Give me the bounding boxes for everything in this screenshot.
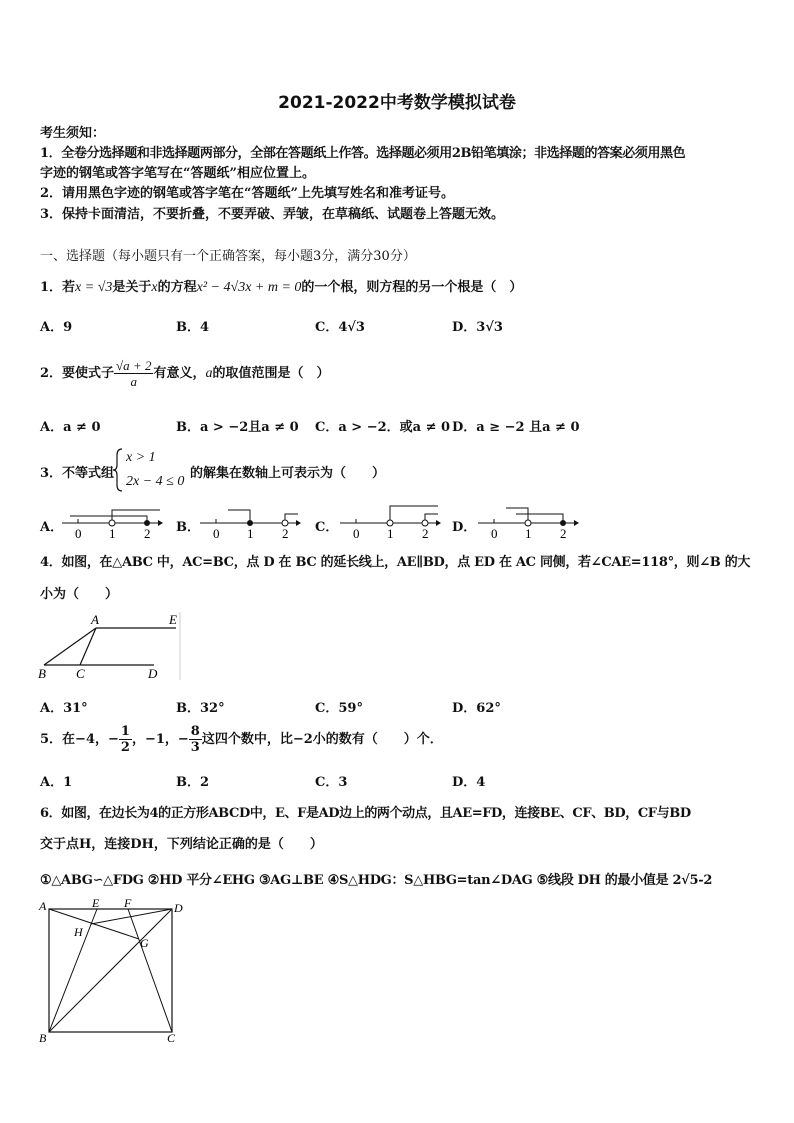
label-a: A	[91, 612, 99, 627]
q2-fraction	[114, 358, 153, 389]
segment-bd	[49, 909, 172, 1032]
q2-option-c[interactable]: C．a > −2．或a ≠ 0	[315, 420, 451, 435]
q1-option-c[interactable]: C．4√3	[315, 320, 365, 335]
tick-label-0: 0	[75, 526, 82, 540]
q3-number-line-a	[60, 502, 164, 540]
q2-text-post: 的取值范围是（ ）	[212, 366, 330, 381]
tick-label-2: 2	[144, 526, 151, 540]
q1-option-b[interactable]: B．4	[176, 320, 210, 335]
q2-option-b[interactable]: B．a > −2且a ≠ 0	[176, 420, 299, 435]
q2-prefix: 2．要使式子	[40, 366, 115, 381]
label-e: E	[92, 896, 100, 910]
tick-label-2: 2	[282, 526, 289, 540]
q3-number-line-b	[198, 502, 302, 540]
q2-numerator: √a + 2	[116, 358, 152, 373]
tick-label-0: 0	[491, 526, 498, 540]
q3-option-c[interactable]: C．	[315, 520, 339, 535]
label-d: D	[174, 901, 183, 915]
q1-text-mid2: 的方程	[157, 280, 197, 295]
q3-number-line-c	[338, 502, 442, 540]
q5-prefix: 5．在−4，	[40, 732, 108, 747]
q5-text-post: 这四个数中，比−2小的数有（ ）个．	[201, 732, 443, 747]
label-g: G	[140, 936, 149, 950]
q5-f2-numerator: 8	[190, 724, 200, 739]
label-a: A	[39, 899, 47, 913]
question-5: 5．在−4，− $\frac{1}{2}$ ，−1，− $\frac{8}{3}$ 这四个数中，比−2小的数有（ ）个．	[40, 724, 443, 755]
q5-f2-denominator: 3	[190, 740, 200, 755]
q3-inequality-2: 2x − 4 ≤ 0	[126, 474, 185, 489]
q5-text-mid: ，−1，	[131, 732, 178, 747]
q1-text-post: 的一个根，则方程的另一个根是（ ）	[301, 280, 523, 295]
segment-ag	[49, 909, 139, 939]
tick-label-1: 1	[247, 526, 254, 540]
q4-line-1: 4．如图，在△ABC 中，AC=BC，点 D 在 BC 的延长线上，AE∥BD，点 ED 在 AC 同侧，若∠CAE=118°，则∠B 的大	[40, 555, 751, 570]
section-heading: 一、选择题（每小题只有一个正确答案，每小题3分，满分30分）	[40, 249, 416, 264]
q4-option-a[interactable]: A．31°	[40, 701, 88, 716]
tick-label-0: 0	[353, 526, 360, 540]
q4-option-b[interactable]: B．32°	[176, 701, 225, 716]
q1-option-a[interactable]: A．9	[40, 320, 73, 335]
q3-inequality-1: x > 1	[126, 450, 156, 465]
notice-line-2: 2．请用黑色字迹的钢笔或答字笔在“答题纸”上先填写姓名和准考证号。	[40, 186, 455, 201]
q1-prefix: 1．若	[40, 280, 76, 295]
label-c: C	[167, 1031, 176, 1045]
tick-label-1: 1	[387, 526, 394, 540]
q5-fraction-2	[189, 724, 202, 755]
q5-option-b[interactable]: B．2	[176, 775, 210, 790]
question-2	[40, 358, 330, 389]
tick-label-2: 2	[560, 526, 567, 540]
segment-cf	[128, 909, 172, 1032]
tick-label-0: 0	[213, 526, 220, 540]
label-h: H	[74, 925, 83, 939]
q5-option-c[interactable]: C．3	[315, 775, 348, 790]
label-e: E	[169, 612, 177, 627]
q6-conclusions: ①△ABG∽△FDG ②HD 平分∠EHG ③AG⊥BE ④S△HDG：S△HBG=tan∠DAG ⑤线段 DH 的最小值是 2√5-2	[40, 873, 713, 888]
q2-variable: a	[205, 366, 213, 381]
q4-option-d[interactable]: D．62°	[452, 701, 501, 716]
q5-option-d[interactable]: D．4	[452, 775, 486, 790]
q5-f1-denominator: 2	[120, 740, 130, 755]
label-b: B	[38, 666, 46, 681]
q3-brace	[112, 447, 124, 493]
segment-be	[49, 909, 97, 1032]
q3-option-a[interactable]: A．	[40, 520, 64, 535]
q3-option-b[interactable]: B．	[176, 520, 200, 535]
page-title: 2021-2022中考数学模拟试卷	[278, 93, 516, 113]
q6-figure	[36, 896, 186, 1048]
q2-option-a[interactable]: A．a ≠ 0	[40, 420, 101, 435]
label-b: B	[39, 1031, 47, 1045]
label-f: F	[124, 896, 132, 910]
notice-line-1b: 字迹的钢笔或答字笔写在“答题纸”相应位置上。	[40, 166, 315, 181]
q3-prefix: 3．不等式组	[40, 466, 115, 481]
q1-equation: x² − 4√3x + m = 0	[196, 280, 302, 295]
q4-figure	[36, 610, 186, 682]
q4-line-2: 小为（ ）	[40, 587, 119, 602]
tick-label-1: 1	[109, 526, 116, 540]
q4-option-c[interactable]: C．59°	[315, 701, 363, 716]
tick-label-2: 2	[422, 526, 429, 540]
label-c: C	[76, 666, 85, 681]
q1-equation-root: x = √3	[75, 280, 113, 295]
notice-line-1a: 1．全卷分选择题和非选择题两部分，全部在答题纸上作答。选择题必须用2B铅笔填涂；非选择题的答案必须用黑色	[40, 146, 686, 161]
tick-label-1: 1	[525, 526, 532, 540]
q3-number-line-d	[476, 502, 580, 540]
q5-fraction-1	[119, 724, 132, 755]
q3-option-d[interactable]: D．	[452, 520, 477, 535]
q5-option-a[interactable]: A．1	[40, 775, 73, 790]
q5-f1-numerator: 1	[120, 724, 130, 739]
q2-denominator: a	[130, 374, 137, 389]
notice-line-3: 3．保持卡面清洁，不要折叠，不要弄破、弄皱，在草稿纸、试题卷上答题无效。	[40, 207, 505, 222]
q6-line-2: 交于点H，连接DH，下列结论正确的是（ ）	[40, 837, 323, 852]
q1-option-d[interactable]: D．3√3	[452, 320, 503, 335]
notice-heading: 考生须知：	[40, 126, 106, 141]
q2-option-d[interactable]: D．a ≥ −2 且a ≠ 0	[452, 420, 580, 435]
question-1	[40, 276, 522, 296]
q1-text-mid: 是关于	[112, 280, 152, 295]
q2-text-mid: 有意义，	[153, 366, 206, 381]
label-d: D	[148, 666, 158, 681]
q3-text-post: 的解集在数轴上可表示为（ ）	[190, 466, 386, 481]
q1-variable: x	[151, 280, 158, 295]
q6-line-1: 6．如图，在边长为4的正方形ABCD中，E、F是AD边上的两个动点，且AE=FD，连接BE、CF、BD，CF与BD	[40, 806, 691, 821]
